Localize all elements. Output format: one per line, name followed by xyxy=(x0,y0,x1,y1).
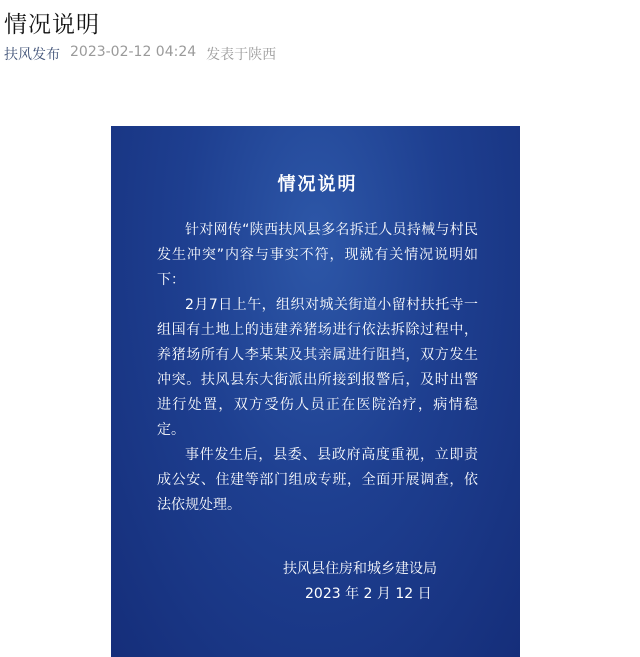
article-title: 情况说明 xyxy=(4,12,100,38)
issue-date: 2023 年 2 月 12 日 xyxy=(305,586,432,602)
article-meta xyxy=(4,44,276,64)
notice-paragraph: 针对网传“陕西扶风县多名拆迁人员持械与村民发生冲突”内容与事实不符，现就有关情况说明如下： xyxy=(157,222,478,288)
publish-location: 发表于陕西 xyxy=(206,47,277,63)
notice-paragraph: 2月7日上午，组织对城关街道小留村扶托寺一组国有土地上的违建养猪场进行依法拆除过程中，养猪场所有人李某某及其亲属进行阻挡，双方发生冲突。扶风县东大街派出所接到报警后，及时出警进行处置，双方受伤人员正在医院治疗，病情稳定。 xyxy=(157,297,478,438)
publish-timestamp: 2023-02-12 04:24 xyxy=(70,44,197,60)
notice-signature xyxy=(157,557,478,607)
notice-title: 情况说明 xyxy=(277,174,358,195)
issuer-name: 扶风县住房和城乡建设局 xyxy=(283,561,437,577)
author-link[interactable]: 扶风发布 xyxy=(4,47,60,63)
notice-paragraph: 事件发生后，县委、县政府高度重视，立即责成公安、住建等部门组成专班，全面开展调查，依法依规处理。 xyxy=(157,447,478,513)
notice-image xyxy=(111,126,520,657)
